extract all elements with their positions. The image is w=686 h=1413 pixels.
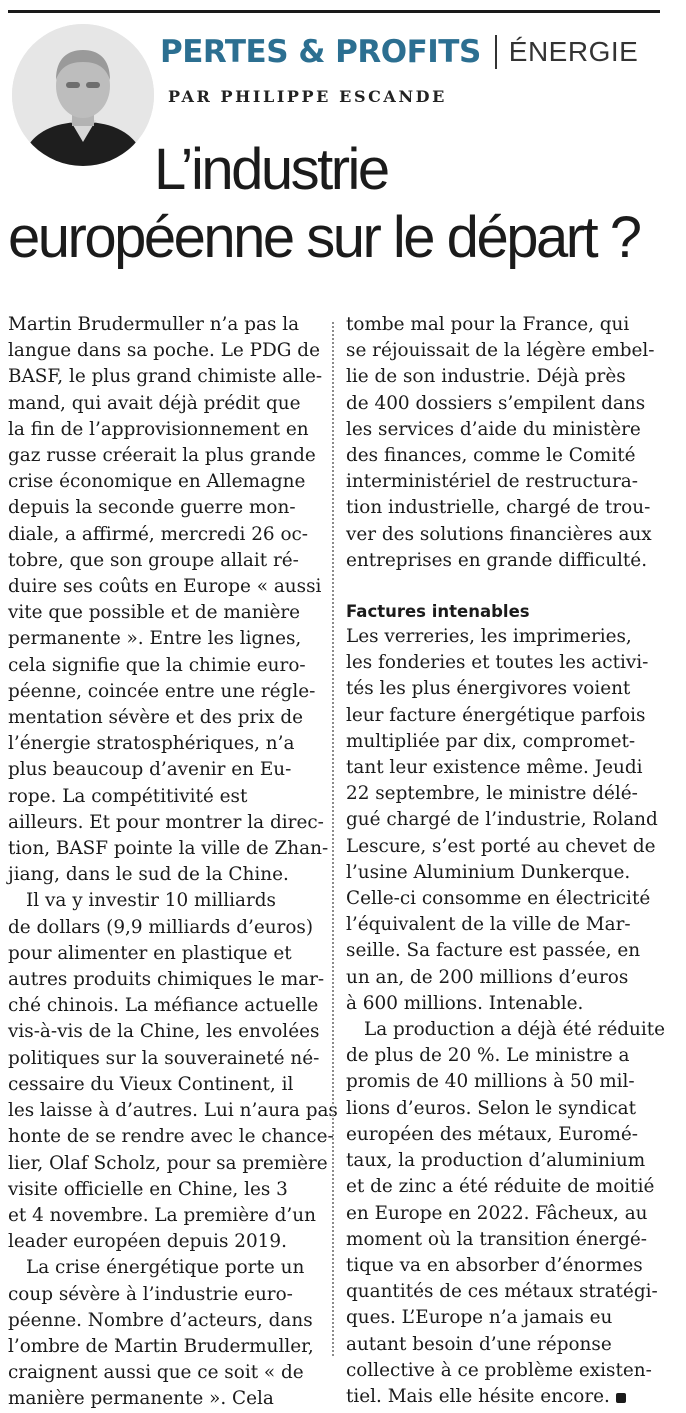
text-line: Les verreries, les imprimeries, bbox=[346, 626, 632, 648]
text-line: entreprises en grande difficulté. bbox=[346, 549, 648, 571]
text-line: se réjouissait de la légère embel- bbox=[346, 340, 655, 362]
text-line: la fin de l’approvisionnement en bbox=[8, 418, 309, 440]
text-line: crise économique en Allemagne bbox=[8, 471, 306, 493]
article-column-right bbox=[346, 312, 666, 1410]
text-line: depuis la seconde guerre mon- bbox=[8, 497, 296, 519]
text-line: gaz russe créerait la plus grande bbox=[8, 445, 316, 467]
kicker bbox=[160, 30, 638, 74]
text-line: l’énergie stratosphériques, n’a bbox=[8, 733, 295, 755]
text-line: tés les plus énergivores voient bbox=[346, 678, 631, 700]
text-line: tant leur existence même. Jeudi bbox=[346, 757, 643, 779]
text-line: pour alimenter en plastique et bbox=[8, 942, 292, 964]
text-line: et 4 novembre. La première d’un bbox=[8, 1204, 316, 1226]
text-line: mentation sévère et des prix de bbox=[8, 707, 304, 729]
text-line: vis-à-vis de la Chine, les envolées bbox=[8, 1021, 320, 1043]
text-line: Celle-ci consomme en électricité bbox=[346, 888, 651, 910]
text-line: mand, qui avait déjà prédit que bbox=[8, 392, 301, 414]
article-paragraph bbox=[346, 312, 660, 574]
article-paragraph bbox=[8, 1255, 320, 1412]
kicker-separator bbox=[495, 35, 497, 69]
text-line: péenne, coincée entre une régle- bbox=[8, 680, 316, 702]
text-line: rope. La compétitivité est bbox=[8, 785, 248, 807]
text-line: seille. Sa facture est passée, en bbox=[346, 940, 641, 962]
text-line: l’usine Aluminium Dunkerque. bbox=[346, 861, 631, 883]
column-divider bbox=[332, 322, 334, 1356]
article-paragraph bbox=[8, 888, 338, 1255]
text-line: collective à ce problème existen- bbox=[346, 1359, 652, 1381]
text-line: craignent aussi que ce soit « de bbox=[8, 1362, 304, 1384]
text-line: vite que possible et de manière bbox=[8, 602, 301, 624]
text-line: manière permanente ». Cela bbox=[8, 1388, 274, 1410]
text-line: La production a déjà été réduite bbox=[364, 1019, 666, 1041]
text-line: lions d’euros. Selon le syndicat bbox=[346, 1097, 637, 1119]
text-line: ailleurs. Et pour montrer la direc- bbox=[8, 811, 324, 833]
text-line: quantités de ces métaux stratégi- bbox=[346, 1281, 658, 1303]
text-line: leader européen depuis 2019. bbox=[8, 1231, 287, 1253]
text-line: les laisse à d’autres. Lui n’aura pas bbox=[8, 1100, 338, 1122]
text-line: de plus de 20 %. Le ministre a bbox=[346, 1045, 630, 1067]
text-line: tobre, que son groupe allait ré- bbox=[8, 549, 299, 571]
text-line: moment où la transition énergé- bbox=[346, 1228, 647, 1250]
text-line: l’ombre de Martin Brudermuller, bbox=[8, 1335, 314, 1357]
article-paragraph bbox=[8, 312, 329, 888]
text-line: gué chargé de l’industrie, Roland bbox=[346, 809, 658, 831]
text-line: Lescure, s’est porté au chevet de bbox=[346, 835, 656, 857]
text-line: les services d’aide du ministère bbox=[346, 418, 641, 440]
byline: PAR PHILIPPE ESCANDE bbox=[168, 87, 447, 106]
text-line: lie de son industrie. Déjà près bbox=[346, 366, 626, 388]
article-column-left bbox=[8, 312, 338, 1413]
headline-line: européenne sur le départ ? bbox=[8, 205, 640, 270]
text-line: ques. L’Europe n’a jamais eu bbox=[346, 1307, 613, 1329]
text-line: ché chinois. La méfiance actuelle bbox=[8, 995, 319, 1017]
section-label: ÉNERGIE bbox=[508, 36, 639, 67]
text-line: et de zinc a été réduite de moitié bbox=[346, 1176, 655, 1198]
text-line: péenne. Nombre d’acteurs, dans bbox=[8, 1309, 313, 1331]
text-line: européen des métaux, Euromé- bbox=[346, 1123, 639, 1145]
text-line: La crise énergétique porte un bbox=[26, 1257, 305, 1279]
text-line: Il va y investir 10 milliards bbox=[26, 890, 276, 912]
text-line: tique va en absorber d’énormes bbox=[346, 1254, 643, 1276]
text-line: Martin Brudermuller n’a pas la bbox=[8, 314, 300, 335]
text-line: jiang, dans le sud de la Chine. bbox=[8, 864, 289, 886]
text-line: ver des solutions financières aux bbox=[346, 523, 652, 545]
text-line: de dollars (9,9 milliards d’euros) bbox=[8, 916, 314, 938]
article-paragraph bbox=[346, 624, 660, 1017]
column-rubric: PERTES & PROFITS bbox=[160, 34, 481, 70]
text-line: des finances, comme le Comité bbox=[346, 445, 636, 467]
text-line: un an, de 200 millions d’euros bbox=[346, 966, 629, 988]
text-line: autant besoin d’une réponse bbox=[346, 1333, 612, 1355]
text-line: promis de 40 millions à 50 mil- bbox=[346, 1071, 635, 1093]
top-rule bbox=[8, 10, 660, 13]
text-line: honte de se rendre avec le chance- bbox=[8, 1126, 334, 1148]
text-line: duire ses coûts en Europe « aussi bbox=[8, 576, 322, 598]
text-line: visite officielle en Chine, les 3 bbox=[8, 1178, 288, 1200]
text-line: cela signifie que la chimie euro- bbox=[8, 654, 306, 676]
text-line: tion, BASF pointe la ville de Zhan- bbox=[8, 838, 329, 860]
text-line: taux, la production d’aluminium bbox=[346, 1150, 646, 1172]
article-paragraph bbox=[346, 1017, 666, 1410]
text-line: permanente ». Entre les lignes, bbox=[8, 628, 302, 650]
text-line: cessaire du Vieux Continent, il bbox=[8, 1073, 294, 1095]
text-line: politiques sur la souveraineté né- bbox=[8, 1047, 320, 1069]
text-line: diale, a affirmé, mercredi 26 oc- bbox=[8, 523, 309, 545]
text-line: à 600 millions. Intenable. bbox=[346, 992, 584, 1014]
headline bbox=[8, 136, 668, 272]
text-line: les fonderies et toutes les activi- bbox=[346, 652, 649, 674]
text-line: plus beaucoup d’avenir en Eu- bbox=[8, 759, 292, 781]
text-line: BASF, le plus grand chimiste alle- bbox=[8, 366, 323, 388]
text-line: langue dans sa poche. Le PDG de bbox=[8, 340, 320, 362]
headline-line: L’industrie bbox=[154, 137, 388, 202]
text-line: lier, Olaf Scholz, pour sa première bbox=[8, 1152, 328, 1174]
text-line: leur facture énergétique parfois bbox=[346, 704, 646, 726]
text-line: interministériel de restructura- bbox=[346, 471, 638, 493]
text-line: multipliée par dix, compromet- bbox=[346, 730, 636, 752]
end-mark-icon bbox=[616, 1393, 626, 1403]
text-line: 22 septembre, le ministre délé- bbox=[346, 783, 638, 805]
text-line: autres produits chimiques le mar- bbox=[8, 969, 325, 991]
subheading: Factures intenables bbox=[346, 602, 530, 622]
text-line: tombe mal pour la France, qui bbox=[346, 314, 630, 335]
text-line: tiel. Mais elle hésite encore. bbox=[346, 1384, 660, 1410]
text-line: de 400 dossiers s’empilent dans bbox=[346, 392, 646, 414]
text-line: en Europe en 2022. Fâcheux, au bbox=[346, 1202, 648, 1224]
text-line: l’équivalent de la ville de Mar- bbox=[346, 914, 631, 936]
text-line: tion industrielle, chargé de trou- bbox=[346, 497, 651, 519]
text-line: coup sévère à l’industrie euro- bbox=[8, 1283, 293, 1305]
